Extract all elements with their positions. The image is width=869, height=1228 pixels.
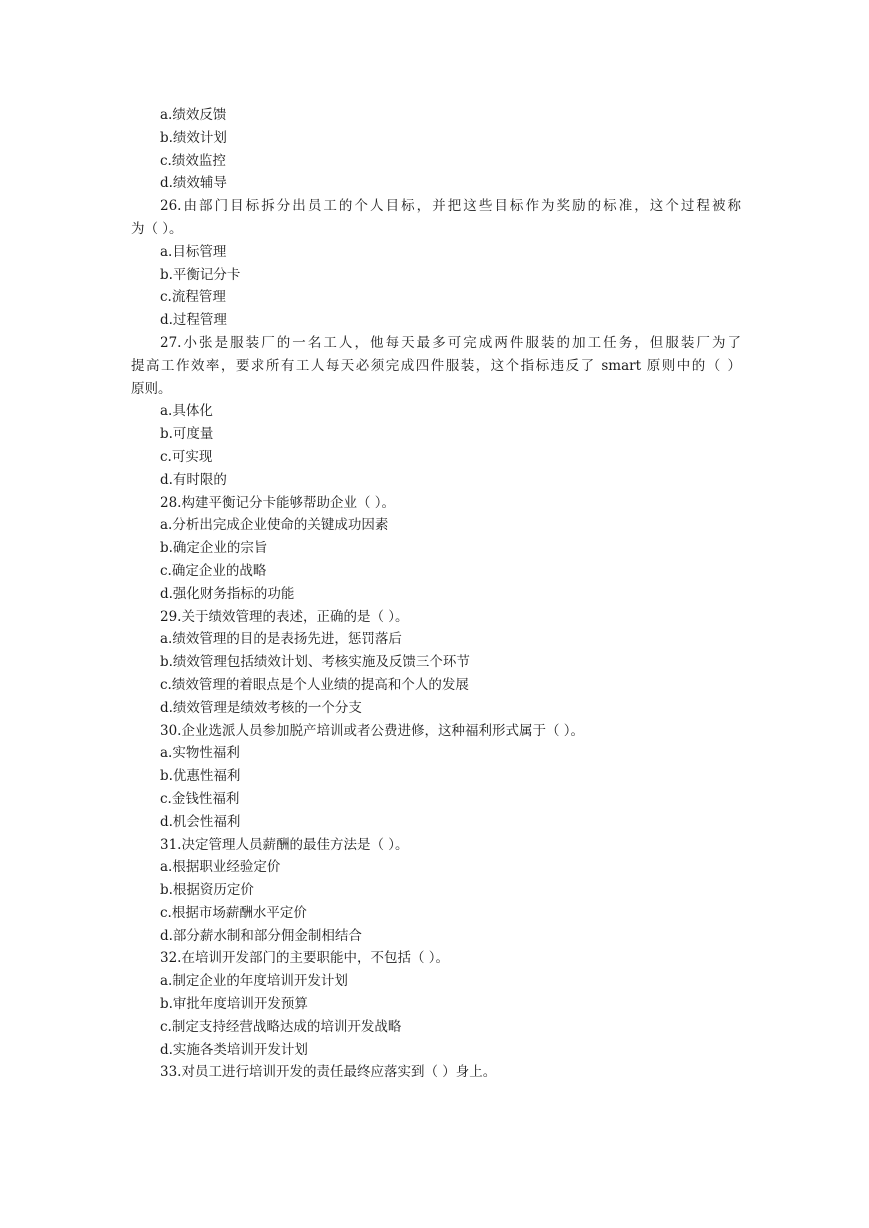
option-line: d.绩效辅导: [160, 175, 227, 192]
question-29: 29.关于绩效管理的表述，正确的是（ ）。: [160, 608, 409, 625]
option-line: d.部分薪水制和部分佣金制相结合: [160, 927, 362, 944]
option-line: d.有时限的: [160, 471, 227, 488]
option-line: d.机会性福利: [160, 813, 241, 830]
option-line: a.目标管理: [160, 243, 227, 260]
option-line: a.具体化: [160, 403, 213, 420]
question-32: 32.在培训开发部门的主要职能中，不包括（ ）。: [160, 950, 450, 967]
option-line: c.绩效管理的着眼点是个人业绩的提高和个人的发展: [160, 676, 469, 693]
option-line: d.强化财务指标的功能: [160, 585, 295, 602]
option-line: a.根据职业经验定价: [160, 859, 281, 876]
option-line: d.绩效管理是绩效考核的一个分支: [160, 699, 362, 716]
question-27: 27.小张是服装厂的一名工人，他每天最多可完成两件服装的加工任务，但服装厂为了: [160, 334, 741, 351]
option-line: d.过程管理: [160, 312, 227, 329]
option-line: a.绩效反馈: [160, 107, 227, 123]
option-line: b.可度量: [160, 426, 214, 443]
option-line: c.确定企业的战略: [160, 562, 267, 579]
question-28: 28.构建平衡记分卡能够帮助企业（ ）。: [160, 494, 396, 511]
question-26: 26.由部门目标拆分出员工的个人目标，并把这些目标作为奖励的标准，这个过程被称: [160, 198, 741, 215]
question-26-continuation: 为（ ）。: [131, 220, 183, 237]
option-line: a.实物性福利: [160, 745, 240, 762]
option-line: c.可实现: [160, 448, 213, 465]
question-27-continuation: 提高工作效率，要求所有工人每天必须完成四件服装，这个指标违反了 smart 原则中的（ ）: [131, 357, 741, 374]
option-line: b.根据资历定价: [160, 882, 254, 899]
option-line: c.制定支持经营战略达成的培训开发战略: [160, 1018, 402, 1035]
option-line: a.制定企业的年度培训开发计划: [160, 973, 348, 990]
option-line: a.绩效管理的目的是表扬先进，惩罚落后: [160, 631, 402, 648]
question-27-continuation: 原则。: [131, 380, 172, 397]
option-line: c.绩效监控: [160, 152, 226, 169]
option-line: b.审批年度培训开发预算: [160, 996, 308, 1013]
question-31: 31.决定管理人员薪酬的最佳方法是（ ）。: [160, 836, 409, 853]
option-line: b.绩效计划: [160, 129, 227, 146]
option-line: c.金钱性福利: [160, 790, 240, 807]
option-line: b.绩效管理包括绩效计划、考核实施及反馈三个环节: [160, 654, 470, 671]
document-page: [131, 104, 741, 1084]
option-line: b.确定企业的宗旨: [160, 540, 268, 557]
option-line: c.流程管理: [160, 289, 226, 306]
option-line: a.分析出完成企业使命的关键成功因素: [160, 517, 389, 534]
option-line: c.根据市场薪酬水平定价: [160, 904, 307, 921]
question-33: 33.对员工进行培训开发的责任最终应落实到（ ）身上。: [160, 1064, 497, 1081]
option-line: b.平衡记分卡: [160, 266, 241, 283]
question-30: 30.企业选派人员参加脱产培训或者公费进修，这种福利形式属于（ ）。: [160, 722, 585, 739]
option-line: b.优惠性福利: [160, 768, 241, 785]
option-line: d.实施各类培训开发计划: [160, 1041, 308, 1058]
